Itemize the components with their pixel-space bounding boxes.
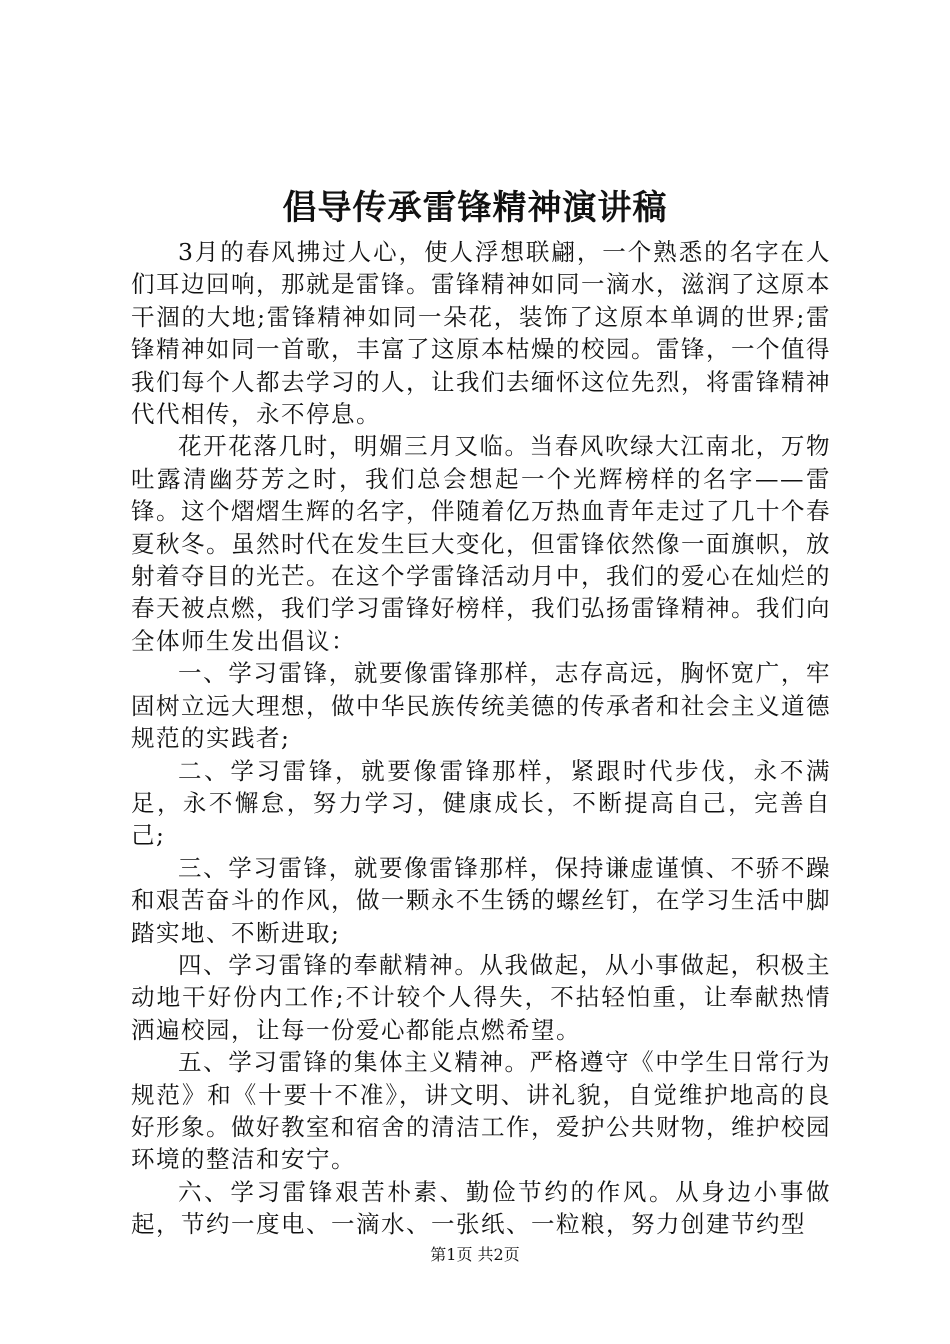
paragraph: 六、学习雷锋艰苦朴素、勤俭节约的作风。从身边小事做起，节约一度电、一滴水、一张纸、一粒粮，努力创建节约型: [131, 1177, 831, 1239]
paragraph: 四、学习雷锋的奉献精神。从我做起，从小事做起，积极主动地干好份内工作;不计较个人得失，不拈轻怕重，让奉献热情洒遍校园，让每一份爱心都能点燃希望。: [131, 950, 831, 1044]
paragraph: 二、学习雷锋，就要像雷锋那样，紧跟时代步伐，永不满足，永不懈怠，努力学习，健康成长，不断提高自己，完善自己;: [131, 756, 831, 850]
document-title: 倡导传承雷锋精神演讲稿: [282, 188, 668, 228]
document-body: [131, 236, 831, 1241]
paragraph: 三、学习雷锋，就要像雷锋那样，保持谦虚谨慎、不骄不躁和艰苦奋斗的作风，做一颗永不生锈的螺丝钉，在学习生活中脚踏实地、不断进取;: [131, 853, 831, 947]
paragraph: 五、学习雷锋的集体主义精神。严格遵守《中学生日常行为规范》和《十要十不准》，讲文明、讲礼貌，自觉维护地高的良好形象。做好教室和宿舍的清洁工作，爱护公共财物，维护校园环境的整洁和安宁。: [131, 1048, 831, 1174]
page-footer: 第1页 共2页: [430, 1245, 520, 1264]
paragraph: 花开花落几时，明媚三月又临。当春风吹绿大江南北，万物吐露清幽芬芳之时，我们总会想起一个光辉榜样的名字——雷锋。这个熠熠生辉的名字，伴随着亿万热血青年走过了几十个春夏秋冬。虽然时代在发生巨大变化，但雷锋依然像一面旗帜，放射着夺目的光芒。在这个学雷锋活动月中，我们的爱心在灿烂的春天被点燃，我们学习雷锋好榜样，我们弘扬雷锋精神。我们向全体师生发出倡议：: [131, 432, 831, 655]
paragraph: 一、学习雷锋，就要像雷锋那样，志存高远，胸怀宽广，牢固树立远大理想，做中华民族传统美德的传承者和社会主义道德规范的实践者;: [131, 659, 831, 753]
paragraph: 3月的春风拂过人心，使人浮想联翩，一个熟悉的名字在人们耳边回响，那就是雷锋。雷锋精神如同一滴水，滋润了这原本干涸的大地;雷锋精神如同一朵花，装饰了这原本单调的世界;雷锋精神如同一首歌，丰富了这原本枯燥的校园。雷锋，一个值得我们每个人都去学习的人，让我们去缅怀这位先烈，将雷锋精神代代相传，永不停息。: [131, 238, 831, 429]
